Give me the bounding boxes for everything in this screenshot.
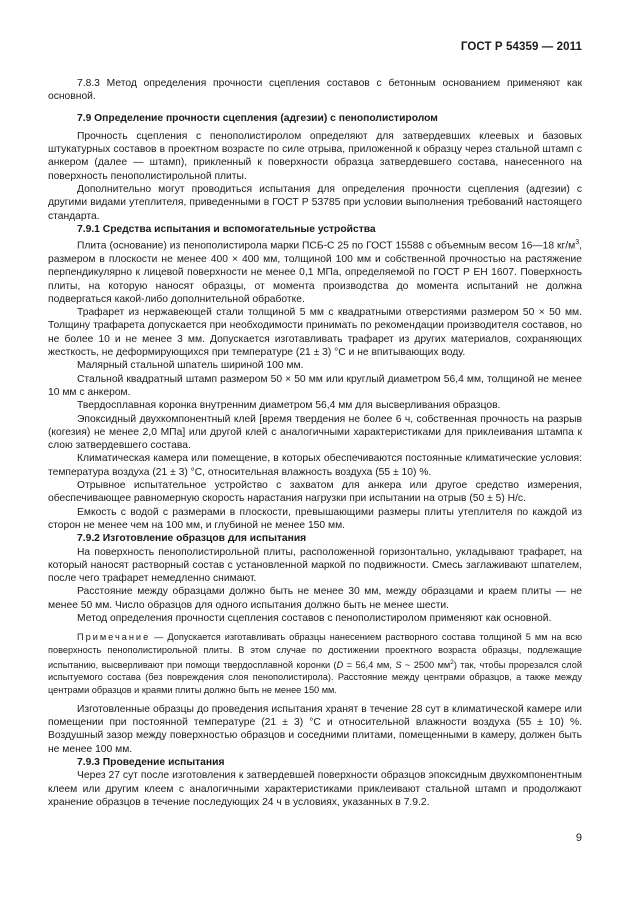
note-text-e: ) так, чтобы прорезался слой испытуемого состава (без повреждения слоя пенополистирола). Расстояние между центрами образцов, а также между центрами образцов и краями плиты должно быть не менее 150 мм. xyxy=(48,659,582,696)
paragraph-storage: Изготовленные образцы до проведения испытания хранят в течение 28 сут в климатической камере или помещении при постоянной температуре (21 ± 3) °С и относительной влажности воздуха (55 ± 10) %. Воздушный зазор между поверхностью образцов и соседними плитами, помещенными в камеру, должен быть не менее 100 мм. xyxy=(48,703,582,755)
paragraph-water-tank: Емкость с водой с размерами в плоскости, превышающими размеры плиты утеплителя по каждой из сторон не менее чем на 100 мм, и глубиной не менее 150 мм. xyxy=(48,506,582,531)
paragraph-spacing: Расстояние между образцами должно быть не менее 30 мм, между образцами и краем плиты — не менее 50 мм. Число образцов для одного испытания должно быть не менее шести. xyxy=(48,586,582,611)
document-body xyxy=(48,77,582,809)
paragraph-slab xyxy=(48,236,582,306)
paragraph-climate-chamber: Климатическая камера или помещение, в которых обеспечиваются постоянные климатические условия: температура воздуха (21 ± 3) °С, относительная влажность воздуха (55 ± 10) %. xyxy=(48,453,582,478)
paragraph-pull-off-device: Отрывное испытательное устройство с захватом для анкера или другое средство измерения, обеспечивающее равномерную скорость нарастания нагрузки при испытании на отрыв (50 ± 5) Н/с. xyxy=(48,480,582,505)
slab-text-a: Плита (основание) из пенополистирола марки ПСБ-С 25 по ГОСТ 15588 с объемным весом 16—18 кг/м xyxy=(77,240,576,252)
paragraph-application: На поверхность пенополистирольной плиты, расположенной горизонтально, укладывают трафарет, на который наносят растворный состав с установленной маркой по подвижности. Смесь заглаживают шпателем, после чего трафарет немедленно снимают. xyxy=(48,546,582,585)
note-text-a: — Допускается изготавливать образцы нанесением растворного состава толщиной 5 мм на всю поверхность пенополистирольной плиты. В этом случае по достижении проектного возраста образцы, подлежащие испытанию, высверливают при помощи твердосплавной коронки ( xyxy=(48,632,582,670)
note xyxy=(48,631,582,697)
note-d-symbol: D xyxy=(336,659,344,670)
heading-7-9-3: 7.9.3 Проведение испытания xyxy=(77,757,225,769)
paragraph-main-method: Метод определения прочности сцепления составов с пенополистиролом применяют как основной. xyxy=(77,613,552,624)
paragraph-spatula: Малярный стальной шпатель шириной 100 мм. xyxy=(77,360,304,372)
note-text-b: = 56,4 мм, xyxy=(343,659,396,670)
paragraph-stencil: Трафарет из нержавеющей стали толщиной 5 мм с квадратными отверстиями размером 50 × 50 мм. Толщину трафарета допускается при необходимости принимать по рекомендации производителя составов, но не более 10 и не менее 3 мм. Допускается изготавливать трафарет из других материалов, сохраняющих жесткость, не деформирующихся при температуре (21 ± 3) °С и не впитывающих воду. xyxy=(48,307,582,359)
note-label: Примечание xyxy=(77,632,151,643)
note-s-symbol: S xyxy=(395,659,402,670)
paragraph-7-9-intro: Прочность сцепления с пенополистиролом определяют для затвердевших клеевых и базовых штукатурных составов в проектном возрасте по силе отрыва, приложенной к образцу через стальной штамп с анкером (далее — штамп), прикленный к поверхности образца затвердевшего состава, нанесенного на поверхность пенополистирольной плиты. xyxy=(48,130,582,182)
paragraph-7-8-3: 7.8.3 Метод определения прочности сцепления составов с бетонным основанием применяют как основной. xyxy=(48,78,582,103)
heading-7-9: 7.9 Определение прочности сцепления (адгезии) с пенополистиролом xyxy=(77,112,438,124)
paragraph-crown-bit: Твердосплавная коронка внутренним диаметром 56,4 мм для высверливания образцов. xyxy=(77,400,501,412)
heading-7-9-2: 7.9.2 Изготовление образцов для испытания xyxy=(77,533,307,545)
paragraph-test-procedure: Через 27 сут после изготовления к затвердевшей поверхности образцов эпоксидным двухкомпонентным клеем или другим клеем с аналогичными характеристиками приклеивают стальной штамп и продолжают хранение образцов в течение последующих 24 ч в условиях, указанных в 7.9.2. xyxy=(48,770,582,808)
slab-text-b: , размером в плоскости не менее 400 × 400 мм, толщиной 100 мм и собственной прочностью на растяжение перпендикулярно к лицевой поверхности не менее 0,1 МПа, определяемой по ГОСТ Р ЕН 1607. Поверхность плиты, на которую наносят образцы, от момента производства до момента испытаний не должна подвергаться какой-либо дополнительной обработке. xyxy=(48,240,582,305)
paragraph-7-9-additional: Дополнительно могут проводиться испытания для определения прочности сцепления (адгезии) с другими видами утеплителя, приведенными в ГОСТ Р 53785 при условии выполнения требований настоящего стандарта. xyxy=(48,184,582,222)
note-superscript-2: 2 xyxy=(450,658,454,666)
superscript-3: 3 xyxy=(575,239,580,247)
note-text-c: ~ 2500 мм xyxy=(401,659,451,670)
paragraph-epoxy: Эпоксидный двухкомпонентный клей [время твердения не более 6 ч, собственная прочность на разрыв (когезия) не менее 2,0 МПа] или другой клей с аналогичными характеристиками для приклеивания штампа к слою затвердевшего состава. xyxy=(48,413,582,452)
heading-7-9-1: 7.9.1 Средства испытания и вспомогательные устройства xyxy=(77,223,376,235)
document-header: ГОСТ Р 54359 — 2011 xyxy=(460,41,582,53)
page-number: 9 xyxy=(575,832,582,844)
paragraph-stamp: Стальной квадратный штамп размером 50 × 50 мм или круглый диаметром 56,4 мм, толщиной не менее 10 мм с анкером. xyxy=(48,373,582,398)
